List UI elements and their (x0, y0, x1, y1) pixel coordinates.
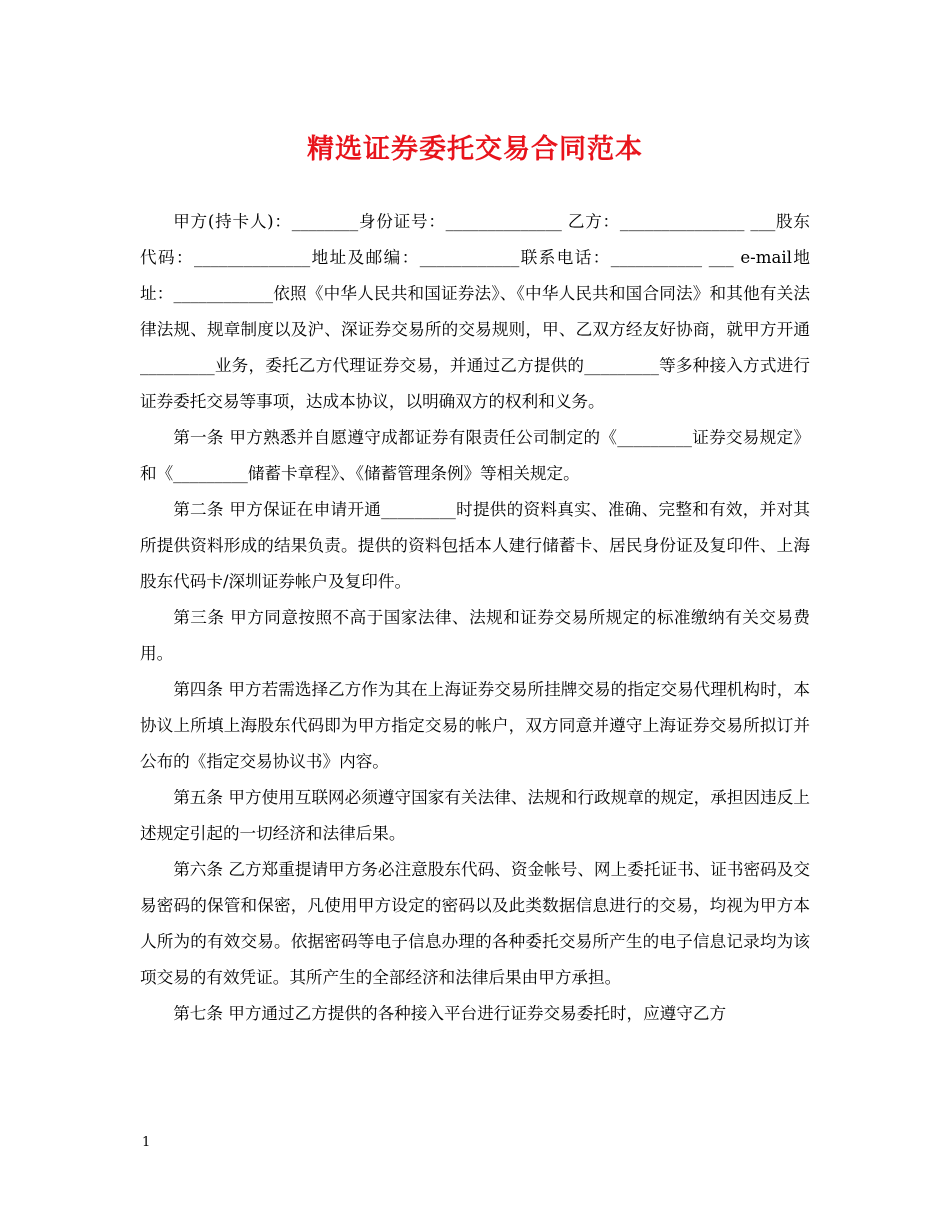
article-5-paragraph: 第五条 甲方使用互联网必须遵守国家有关法律、法规和行政规章的规定，承担因违反上述规定引起的一切经济和法律后果。 (140, 788, 810, 843)
page-number: 1 (142, 1135, 151, 1150)
article-4-paragraph: 第四条 甲方若需选择乙方作为其在上海证券交易所挂牌交易的指定交易代理机构时，本协议上所填上海股东代码即为甲方指定交易的帐户，双方同意并遵守上海证券交易所拟订并公布的《指定交易协议书》内容。 (140, 680, 810, 771)
document-body (140, 204, 810, 1032)
article-6-paragraph: 第六条 乙方郑重提请甲方务必注意股东代码、资金帐号、网上委托证书、证书密码及交易密码的保管和保密，凡使用甲方设定的密码以及此类数据信息进行的交易，均视为甲方本人所为的有效交易。依据密码等电子信息办理的各种委托交易所产生的电子信息记录均为该项交易的有效凭证。其所产生的全部经济和法律后果由甲方承担。 (140, 860, 810, 987)
intro-paragraph: 甲方(持卡人)：________身份证号：______________ 乙方：_______________ ___股东代码：______________地址及邮编：____________联系电话：___________ ___ e-mail地址：____________依照《中华人民共和国证券法》、《中华人民共和国合同法》和其他有关法律法规、规章制度以及沪、深证券交易所的交易规则，甲、乙双方经友好协商，就甲方开通_________业务，委托乙方代理证券交易，并通过乙方提供的_________等多种接入方式进行证券委托交易等事项，达成本协议，以明确双方的权利和义务。 (140, 212, 810, 411)
article-7-paragraph: 第七条 甲方通过乙方提供的各种接入平台进行证券交易委托时，应遵守乙方 (173, 1004, 727, 1023)
article-2-paragraph: 第二条 甲方保证在申请开通_________时提供的资料真实、准确、完整和有效，并对其所提供资料形成的结果负责。提供的资料包括本人建行储蓄卡、居民身份证及复印件、上海股东代码卡/深圳证券帐户及复印件。 (140, 500, 810, 591)
article-1-paragraph: 第一条 甲方熟悉并自愿遵守成都证券有限责任公司制定的《_________证券交易规定》和《_________储蓄卡章程》、《储蓄管理条例》等相关规定。 (140, 428, 810, 483)
document-title: 精选证券委托交易合同范本 (307, 134, 643, 165)
article-3-paragraph: 第三条 甲方同意按照不高于国家法律、法规和证券交易所规定的标准缴纳有关交易费用。 (140, 608, 810, 663)
